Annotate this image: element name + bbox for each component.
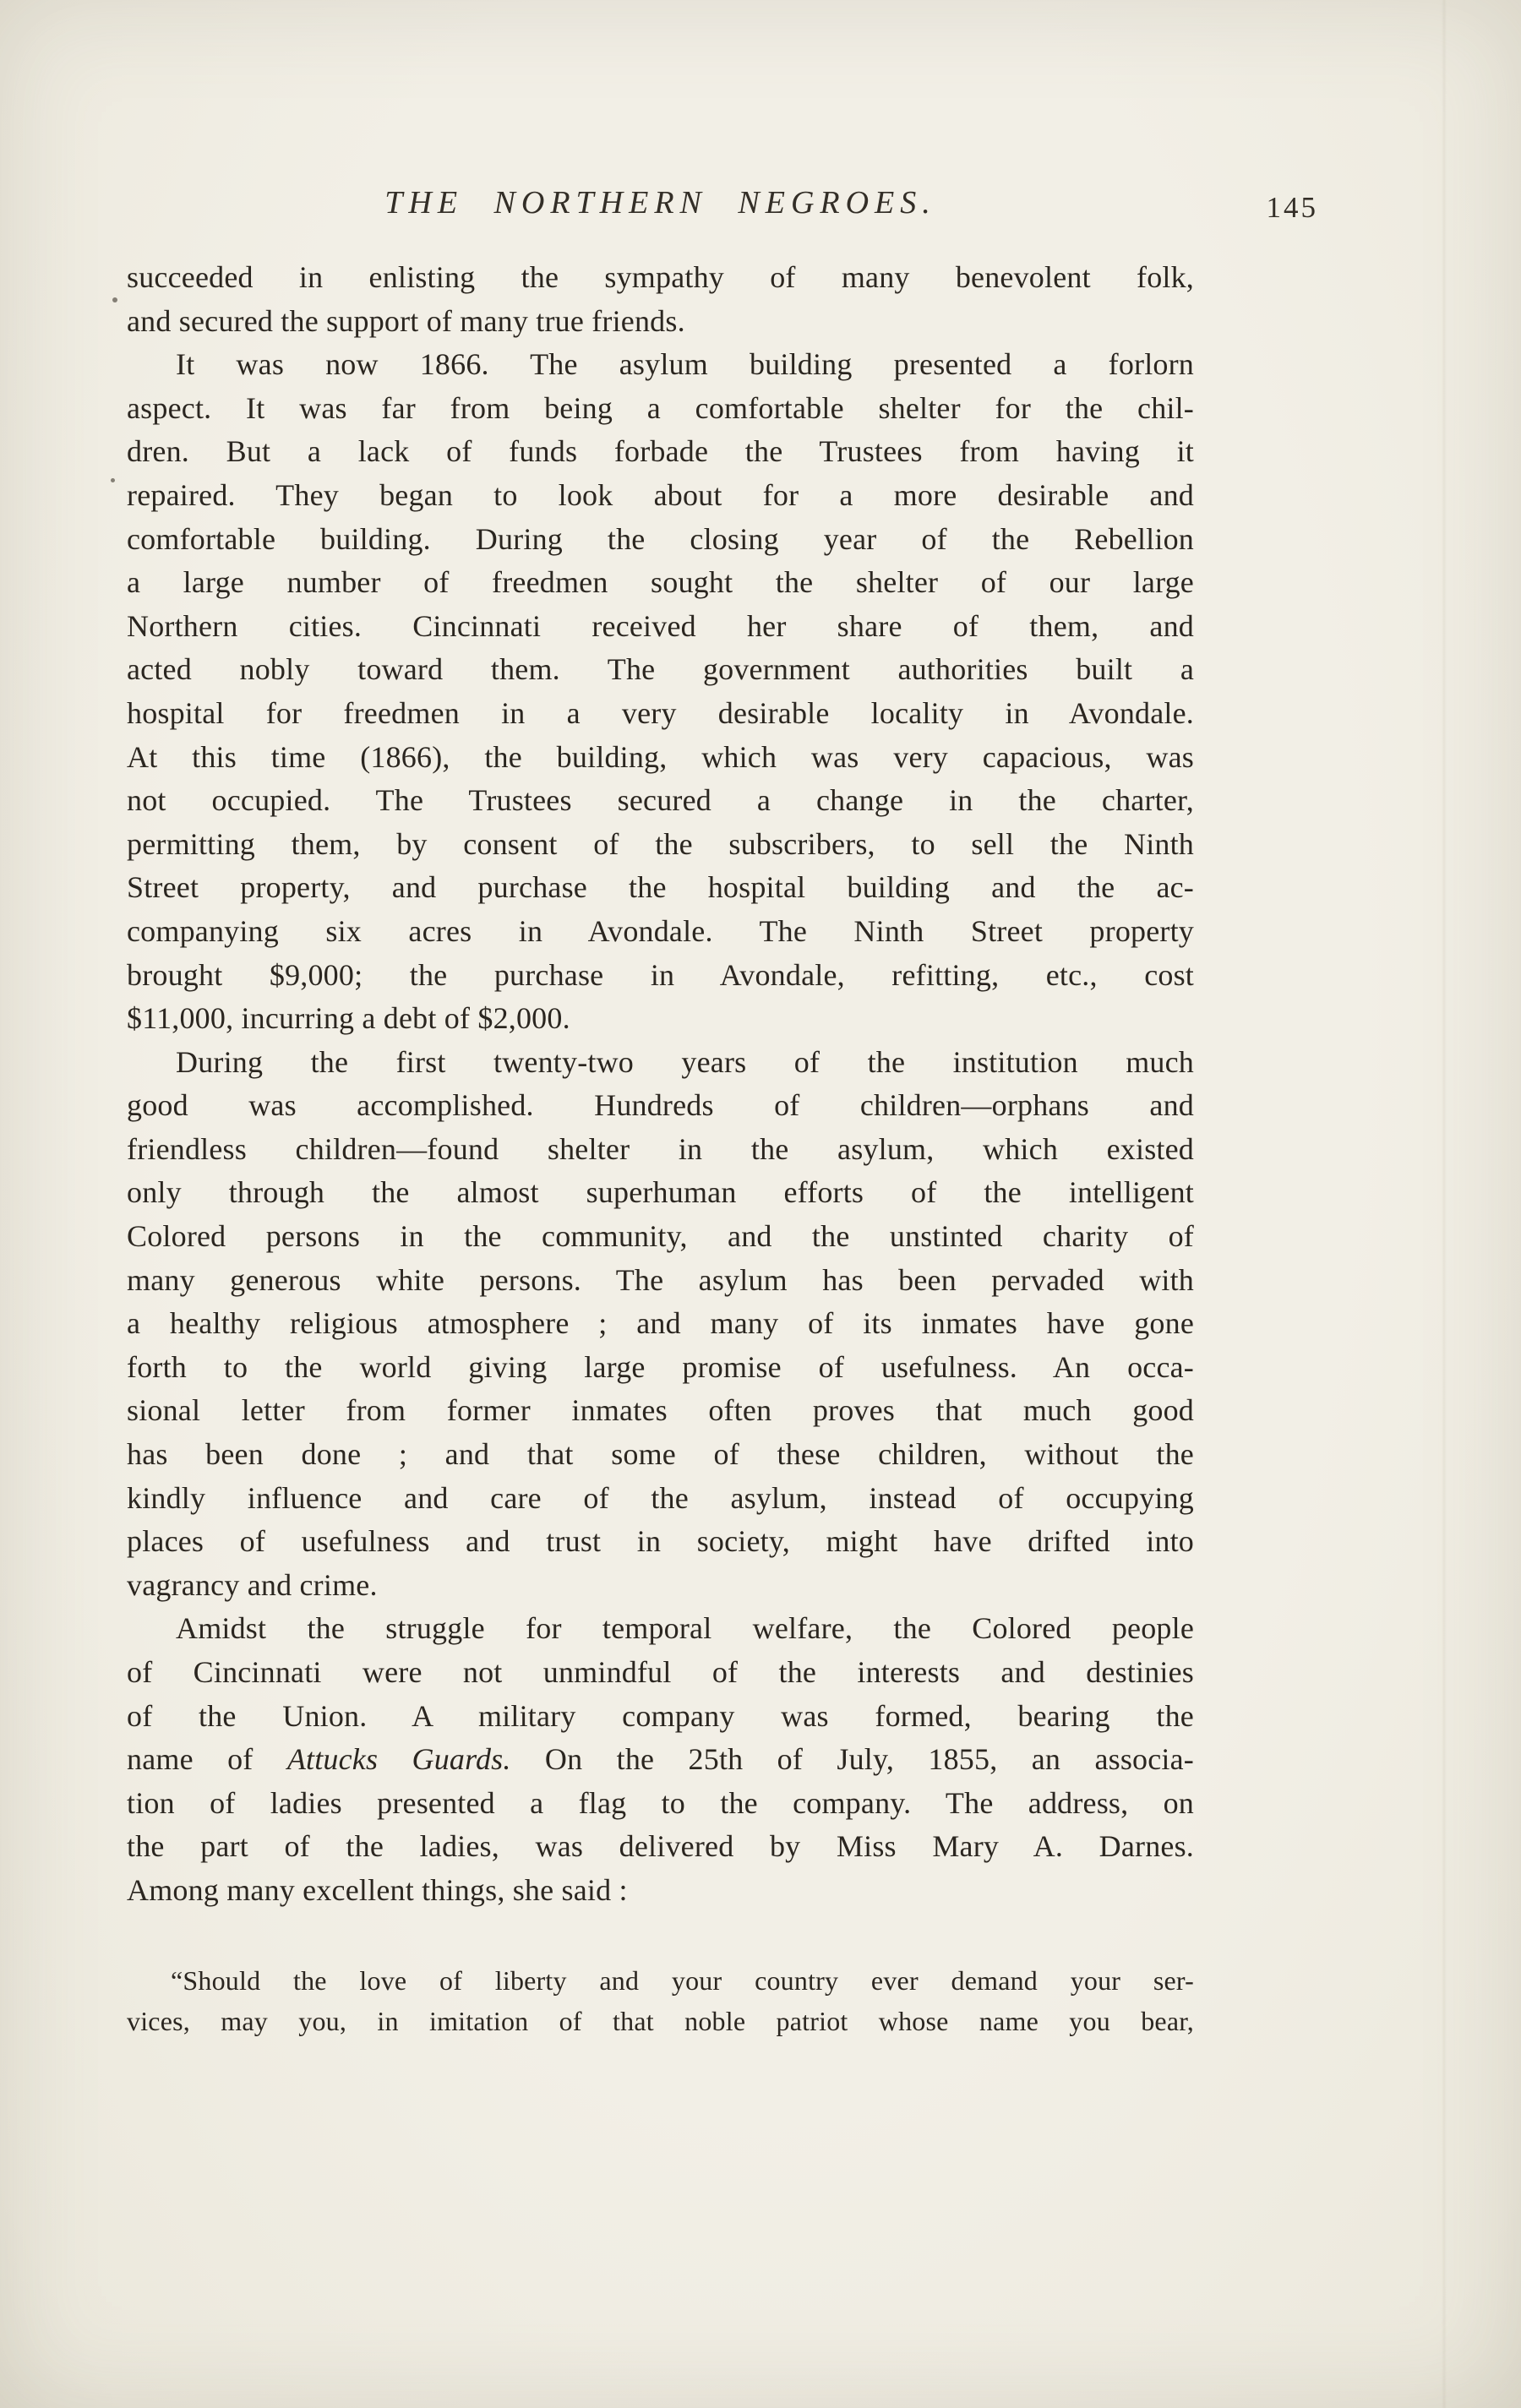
- text-line: Amidst the struggle for temporal welfare, the Colored people: [176, 1611, 1194, 1646]
- text-line: acted nobly toward them. The government authorities built a: [127, 652, 1194, 687]
- text-line: Street property, and purchase the hospital building and the ac-: [127, 870, 1194, 905]
- text-line: kindly influence and care of the asylum, instead of occupying: [127, 1480, 1194, 1515]
- text-line: brought $9,000; the purchase in Avondale, refitting, etc., cost: [127, 957, 1194, 992]
- page-body: [127, 256, 1194, 2041]
- plain-text: name of: [127, 1742, 287, 1777]
- page-number: 145: [1266, 191, 1318, 224]
- text-line: forth to the world giving large promise of usefulness. An occa-: [127, 1349, 1194, 1384]
- text-line: a healthy religious atmosphere ; and many of its inmates have gone: [127, 1306, 1194, 1341]
- text-line: only through the almost superhuman efforts of the intelligent: [127, 1175, 1194, 1210]
- text-line: of the Union. A military company was formed, bearing the: [127, 1698, 1194, 1733]
- plain-text: On the 25th of July, 1855, an associa-: [510, 1742, 1194, 1777]
- text-line: good was accomplished. Hundreds of children—orphans and: [127, 1088, 1194, 1123]
- text-line: dren. But a lack of funds forbade the Trustees from having it: [127, 434, 1194, 469]
- scan-speck: [111, 478, 115, 482]
- paragraph: [127, 343, 1194, 1041]
- text-line: It was now 1866. The asylum building presented a forlorn: [176, 347, 1194, 382]
- text-line: not occupied. The Trustees secured a change in the charter,: [127, 783, 1194, 818]
- paragraph: [127, 1607, 1194, 1912]
- text-line: of Cincinnati were not unmindful of the interests and destinies: [127, 1655, 1194, 1689]
- text-line: During the first twenty-two years of the institution much: [176, 1044, 1194, 1079]
- text-line: aspect. It was far from being a comfortable shelter for the chil-: [127, 390, 1194, 425]
- text-line: has been done ; and that some of these children, without the: [127, 1437, 1194, 1472]
- text-line: permitting them, by consent of the subscribers, to sell the Ninth: [127, 826, 1194, 861]
- text-line: companying six acres in Avondale. The Ninth Street property: [127, 913, 1194, 948]
- text-line: Colored persons in the community, and the unstinted charity of: [127, 1219, 1194, 1254]
- page-header: [0, 184, 1521, 235]
- text-line: the part of the ladies, was delivered by Miss Mary A. Darnes.: [127, 1829, 1194, 1864]
- text-line: Northern cities. Cincinnati received her share of them, and: [127, 608, 1194, 643]
- text-line: At this time (1866), the building, which was very capacious, was: [127, 739, 1194, 774]
- text-line: $11,000, incurring a debt of $2,000.: [127, 1001, 570, 1036]
- text-line: vices, may you, in imitation of that noble patriot whose name you bear,: [127, 2005, 1194, 2036]
- text-line: Among many excellent things, she said :: [127, 1872, 628, 1907]
- text-line: a large number of freedmen sought the shelter of our large: [127, 565, 1194, 600]
- text-line: succeeded in enlisting the sympathy of many benevolent folk,: [127, 260, 1194, 294]
- text-line: comfortable building. During the closing year of the Rebellion: [127, 521, 1194, 556]
- italic-text: Attucks Guards.: [286, 1742, 511, 1777]
- text-line: [127, 1738, 1194, 1782]
- text-line: repaired. They began to look about for a more desirable and: [127, 477, 1194, 512]
- paragraph: [127, 1041, 1194, 1608]
- text-line: sional letter from former inmates often proves that much good: [127, 1393, 1194, 1428]
- page-edge-crease: [1442, 0, 1447, 2408]
- text-line: many generous white persons. The asylum has been pervaded with: [127, 1262, 1194, 1297]
- text-line: vagrancy and crime.: [127, 1567, 378, 1602]
- text-line: friendless children—found shelter in the asylum, which existed: [127, 1131, 1194, 1166]
- paragraph: [127, 256, 1194, 343]
- text-line: “Should the love of liberty and your country ever demand your ser-: [171, 1964, 1194, 1996]
- text-line: and secured the support of many true friends.: [127, 303, 685, 338]
- running-title: THE NORTHERN NEGROES.: [384, 185, 936, 221]
- text-line: hospital for freedmen in a very desirable locality in Avondale.: [127, 695, 1194, 730]
- scan-speck: [112, 297, 117, 302]
- quote-block: [127, 1960, 1194, 2041]
- text-line: places of usefulness and trust in society, might have drifted into: [127, 1524, 1194, 1559]
- text-line: tion of ladies presented a flag to the company. The address, on: [127, 1785, 1194, 1820]
